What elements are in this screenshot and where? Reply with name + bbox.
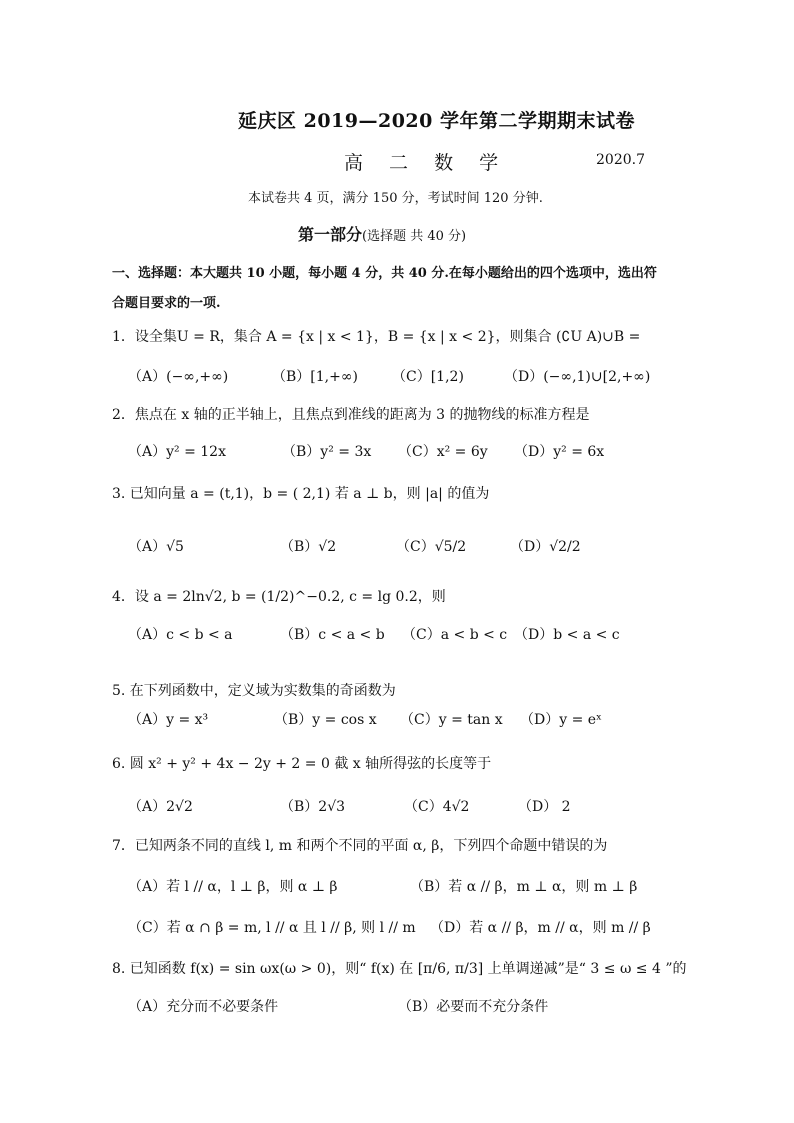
- instructions-line-2: 合题目要求的一项.: [112, 296, 221, 311]
- part-title-note: (选择题 共 40 分): [362, 229, 467, 244]
- question-3-option-d: （D）√2/2: [510, 539, 581, 555]
- question-7-option-d: （D）若 α // β，m // α，则 m // β: [430, 920, 651, 936]
- question-1-option-c: （C）[1,2): [392, 369, 464, 385]
- question-8-option-a: （A）充分而不必要条件: [128, 999, 279, 1015]
- question-3-stem: 3. 已知向量 a = (t,1)，b = ( 2,1) 若 a ⊥ b，则 |a| 的值为: [112, 486, 490, 502]
- question-3-option-c: （C）√5/2: [396, 539, 467, 555]
- question-1-option-d: （D）(−∞,1)∪[2,+∞): [504, 369, 651, 385]
- question-3-option-a: （A）√5: [128, 539, 184, 555]
- part-title: [298, 222, 466, 245]
- question-7-option-b: （B）若 α // β，m ⊥ α，则 m ⊥ β: [410, 879, 638, 895]
- exam-date: 2020.7: [596, 152, 645, 168]
- question-7-stem: 7．已知两条不同的直线 l, m 和两个不同的平面 α, β，下列四个命题中错误的为: [112, 838, 608, 854]
- question-6-option-a: （A）2√2: [128, 799, 193, 815]
- question-5-option-d: （D）y = eˣ: [520, 712, 602, 728]
- question-3-option-b: （B）√2: [280, 539, 337, 555]
- question-2-option-c: （C）x² = 6y: [398, 444, 488, 460]
- part-title-text: 第一部分: [298, 225, 363, 244]
- question-1-stem: 1．设全集U = R，集合 A = {x | x < 1}，B = {x | x < 2}，则集合 (∁U A)∪B =: [112, 329, 641, 345]
- exam-note: 本试卷共 4 页，满分 150 分，考试时间 120 分钟.: [248, 191, 543, 206]
- question-6-stem: 6. 圆 x² + y² + 4x − 2y + 2 = 0 截 x 轴所得弦的长度等于: [112, 756, 492, 772]
- question-8-option-b: （B）必要而不充分条件: [398, 999, 549, 1015]
- question-2-stem: 2．焦点在 x 轴的正半轴上，且焦点到准线的距离为 3 的抛物线的标准方程是: [112, 407, 590, 423]
- exam-subtitle: 高 二 数 学: [344, 152, 509, 174]
- question-4-option-d: （D）b < a < c: [514, 627, 620, 643]
- question-7-option-c: （C）若 α ∩ β = m, l // α 且 l // β, 则 l // m: [128, 920, 416, 936]
- question-1-option-a: （A）(−∞,+∞): [128, 369, 229, 385]
- question-5-option-b: （B）y = cos x: [274, 712, 377, 728]
- question-4-option-a: （A）c < b < a: [128, 627, 233, 643]
- question-5-option-c: （C）y = tan x: [400, 712, 503, 728]
- question-6-option-b: （B）2√3: [280, 799, 346, 815]
- question-2-option-a: （A）y² = 12x: [128, 444, 226, 460]
- exam-title: 延庆区 2019—2020 学年第二学期期末试卷: [238, 110, 635, 132]
- question-2-option-b: （B）y² = 3x: [282, 444, 372, 460]
- question-4-option-c: （C）a < b < c: [402, 627, 508, 643]
- question-7-option-a: （A）若 l // α，l ⊥ β，则 α ⊥ β: [128, 879, 338, 895]
- question-6-option-d: （D） 2: [518, 799, 571, 815]
- question-5-option-a: （A）y = x³: [128, 712, 209, 728]
- question-4-stem: 4．设 a = 2ln√2, b = (1/2)^−0.2, c = lg 0.2，则: [112, 589, 446, 605]
- instructions-line-1: 一、选择题：本大题共 10 小题，每小题 4 分，共 40 分.在每小题给出的四个选项中，选出符: [112, 266, 657, 281]
- question-1-option-b: （B）[1,+∞): [272, 369, 358, 385]
- question-4-option-b: （B）c < a < b: [280, 627, 385, 643]
- question-5-stem: 5. 在下列函数中，定义域为实数集的奇函数为: [112, 683, 396, 699]
- question-6-option-c: （C）4√2: [404, 799, 470, 815]
- question-2-option-d: （D）y² = 6x: [514, 444, 605, 460]
- question-8-stem: 8. 已知函数 f(x) = sin ωx(ω > 0)，则“ f(x) 在 [π/6, π/3] 上单调递减”是“ 3 ≤ ω ≤ 4 ”的: [112, 961, 687, 977]
